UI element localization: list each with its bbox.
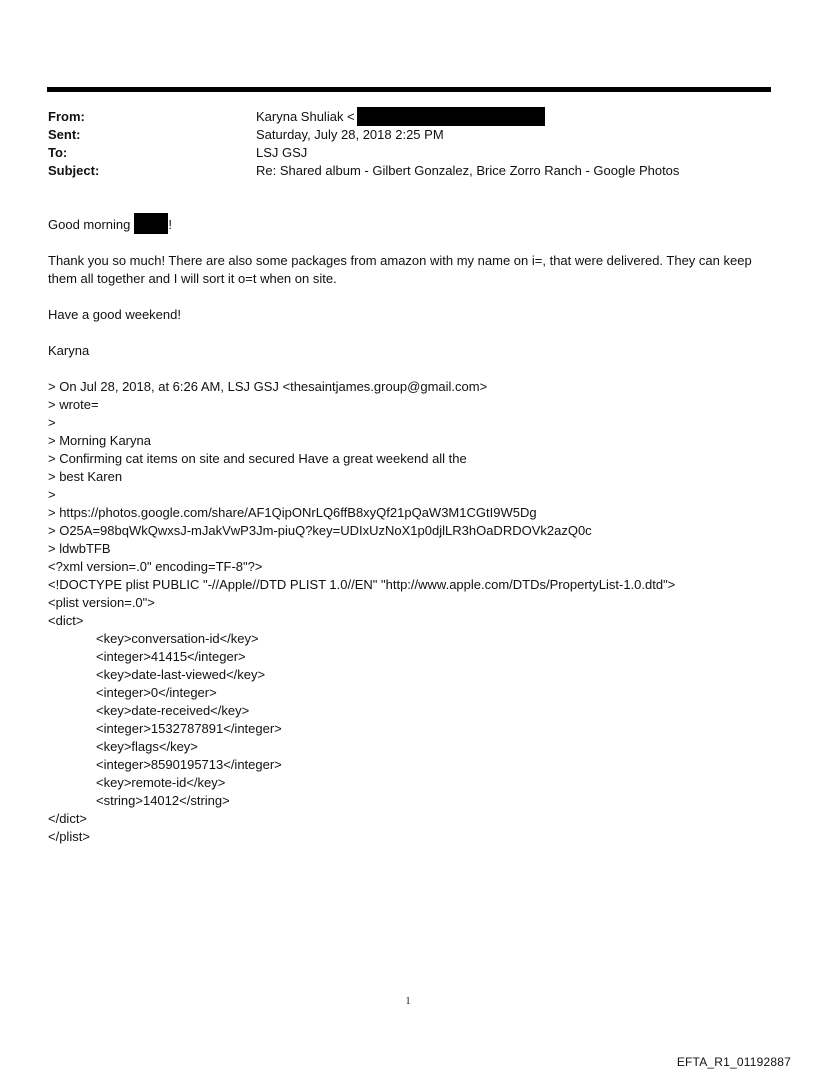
plist-entry: <integer>1532787891</integer> xyxy=(96,721,282,736)
subject-label: Subject: xyxy=(48,163,100,178)
xml-line: </dict> xyxy=(48,811,88,826)
to-value: LSJ GSJ xyxy=(256,145,308,160)
subject-value: Re: Shared album - Gilbert Gonzalez, Brice Zorro Ranch - Google Photos xyxy=(256,163,680,178)
body-paragraph: Have a good weekend! xyxy=(48,307,181,322)
xml-line: <!DOCTYPE plist PUBLIC "-//Apple//DTD PLIST 1.0//EN" "http://www.apple.com/DTDs/PropertyList-1.0.dtd"> xyxy=(48,577,676,592)
greeting-text: Good morning xyxy=(48,216,131,232)
document-id: EFTA_R1_01192887 xyxy=(676,1055,791,1069)
redaction-box xyxy=(134,213,168,234)
plist-entry: <key>remote-id</key> xyxy=(96,775,226,790)
plist-entry: <key>conversation-id</key> xyxy=(96,631,259,646)
body-paragraph: Thank you so much! There are also some packages from amazon with my name on i=, that were delivered. They can keep them all together and I will sort it o=t when on site. xyxy=(48,253,752,286)
plist-entry: <integer>8590195713</integer> xyxy=(96,757,282,772)
from-row xyxy=(48,108,770,126)
plist-entry: <key>date-received</key> xyxy=(96,703,250,718)
signoff: Karyna xyxy=(48,343,90,358)
email-header xyxy=(48,108,770,180)
quoted-line: > https://photos.google.com/share/AF1QipONrLQ6ffB8xyQf21pQaW3M1CGtI9W5Dg xyxy=(48,505,537,520)
xml-line: <plist version=.0"> xyxy=(48,595,155,610)
header-divider xyxy=(47,87,771,92)
plist-entry: <key>date-last-viewed</key> xyxy=(96,667,266,682)
quoted-line: > Morning Karyna xyxy=(48,433,151,448)
from-value xyxy=(256,108,545,127)
plist-entry: <integer>41415</integer> xyxy=(96,649,246,664)
to-row xyxy=(48,144,770,162)
plist-entry: <string>14012</string> xyxy=(96,793,230,808)
xml-line: <?xml version=.0" encoding=TF-8"?> xyxy=(48,559,263,574)
quoted-line: > On Jul 28, 2018, at 6:26 AM, LSJ GSJ <thesaintjames.group@gmail.com> xyxy=(48,379,488,394)
quoted-line: > O25A=98bqWkQwxsJ-mJakVwP3Jm-piuQ?key=UDIxUzNoX1p0djlLR3hOaDRDOVk2azQ0c xyxy=(48,523,592,538)
plist-entry: <integer>0</integer> xyxy=(96,685,217,700)
quoted-message xyxy=(48,378,788,846)
xml-line: </plist> xyxy=(48,829,90,844)
from-label: From: xyxy=(48,109,85,124)
to-label: To: xyxy=(48,145,68,160)
quoted-line: > Confirming cat items on site and secured Have a great weekend all the xyxy=(48,451,467,466)
sent-label: Sent: xyxy=(48,127,81,142)
page-number: 1 xyxy=(405,996,411,1007)
xml-line: <dict> xyxy=(48,613,84,628)
redaction-box xyxy=(357,107,545,126)
greeting xyxy=(48,215,770,236)
subject-row xyxy=(48,162,770,180)
quoted-line: > wrote= xyxy=(48,397,99,412)
quoted-line: > best Karen xyxy=(48,469,123,484)
quoted-line: > xyxy=(48,415,56,430)
from-name: Karyna Shuliak < xyxy=(256,109,355,124)
quoted-line: > xyxy=(48,487,56,502)
plist-entry: <key>flags</key> xyxy=(96,739,198,754)
sent-row xyxy=(48,126,770,144)
greeting-end: ! xyxy=(168,216,173,232)
sent-value: Saturday, July 28, 2018 2:25 PM xyxy=(256,127,444,142)
quoted-line: > ldwbTFB xyxy=(48,541,111,556)
